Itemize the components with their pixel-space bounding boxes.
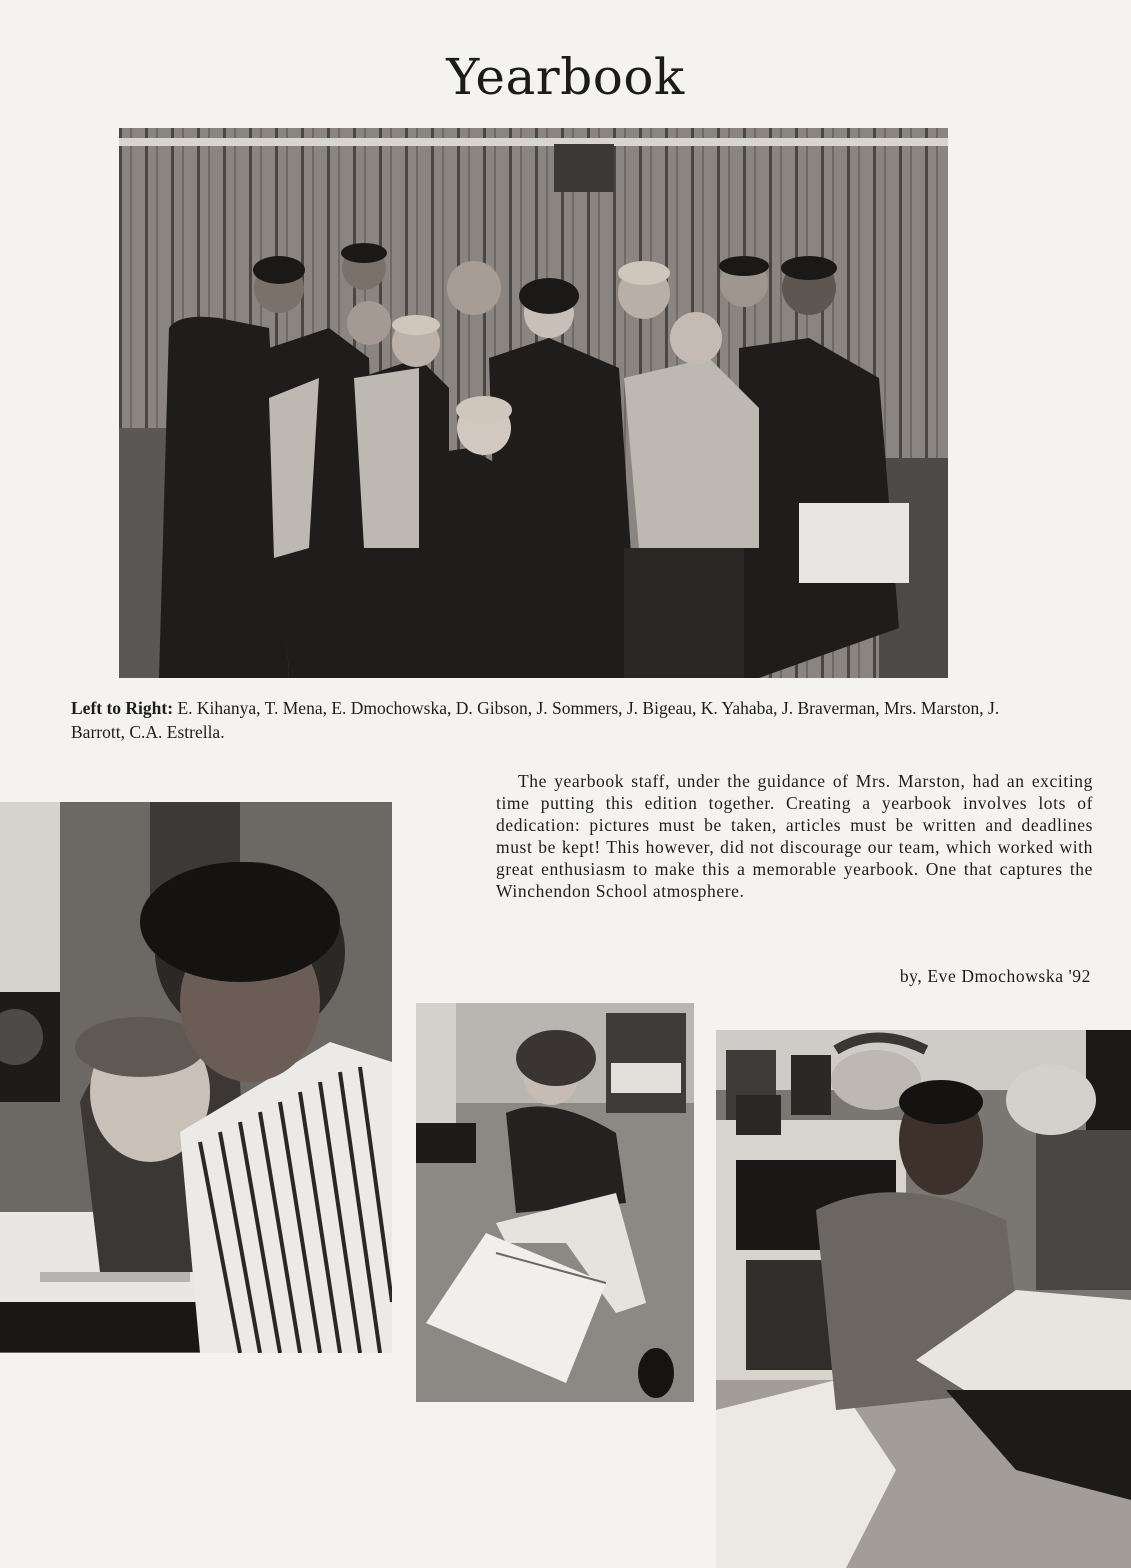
article-byline: by, Eve Dmochowska '92 (899, 966, 1091, 986)
student-on-floor-photo (416, 1003, 694, 1402)
photo-caption (71, 696, 1031, 744)
student-with-papers-photo (716, 1030, 1131, 1568)
students-at-desk-photo (0, 802, 392, 1353)
article-body: The yearbook staff, under the guidance of Mrs. Marston, had an exciting time putting this edition together. Creating a yearbook involves lots of dedication: pictures must be taken, articles must be written and deadlines must be kept! This however, did not discourage our team, which worked with great enthusiasm to make this a memorable yearbook. One that captures the Winchendon School atmosphere. (496, 771, 1093, 901)
caption-names: E. Kihanya, T. Mena, E. Dmochowska, D. Gibson, J. Sommers, J. Bigeau, K. Yahaba, J. Braverman, Mrs. Marston, J. Barrott, C.A. Estrella. (71, 698, 1000, 742)
group-photo (119, 128, 948, 678)
caption-lead: Left to Right: (71, 698, 174, 718)
page-title: Yearbook (446, 48, 685, 106)
